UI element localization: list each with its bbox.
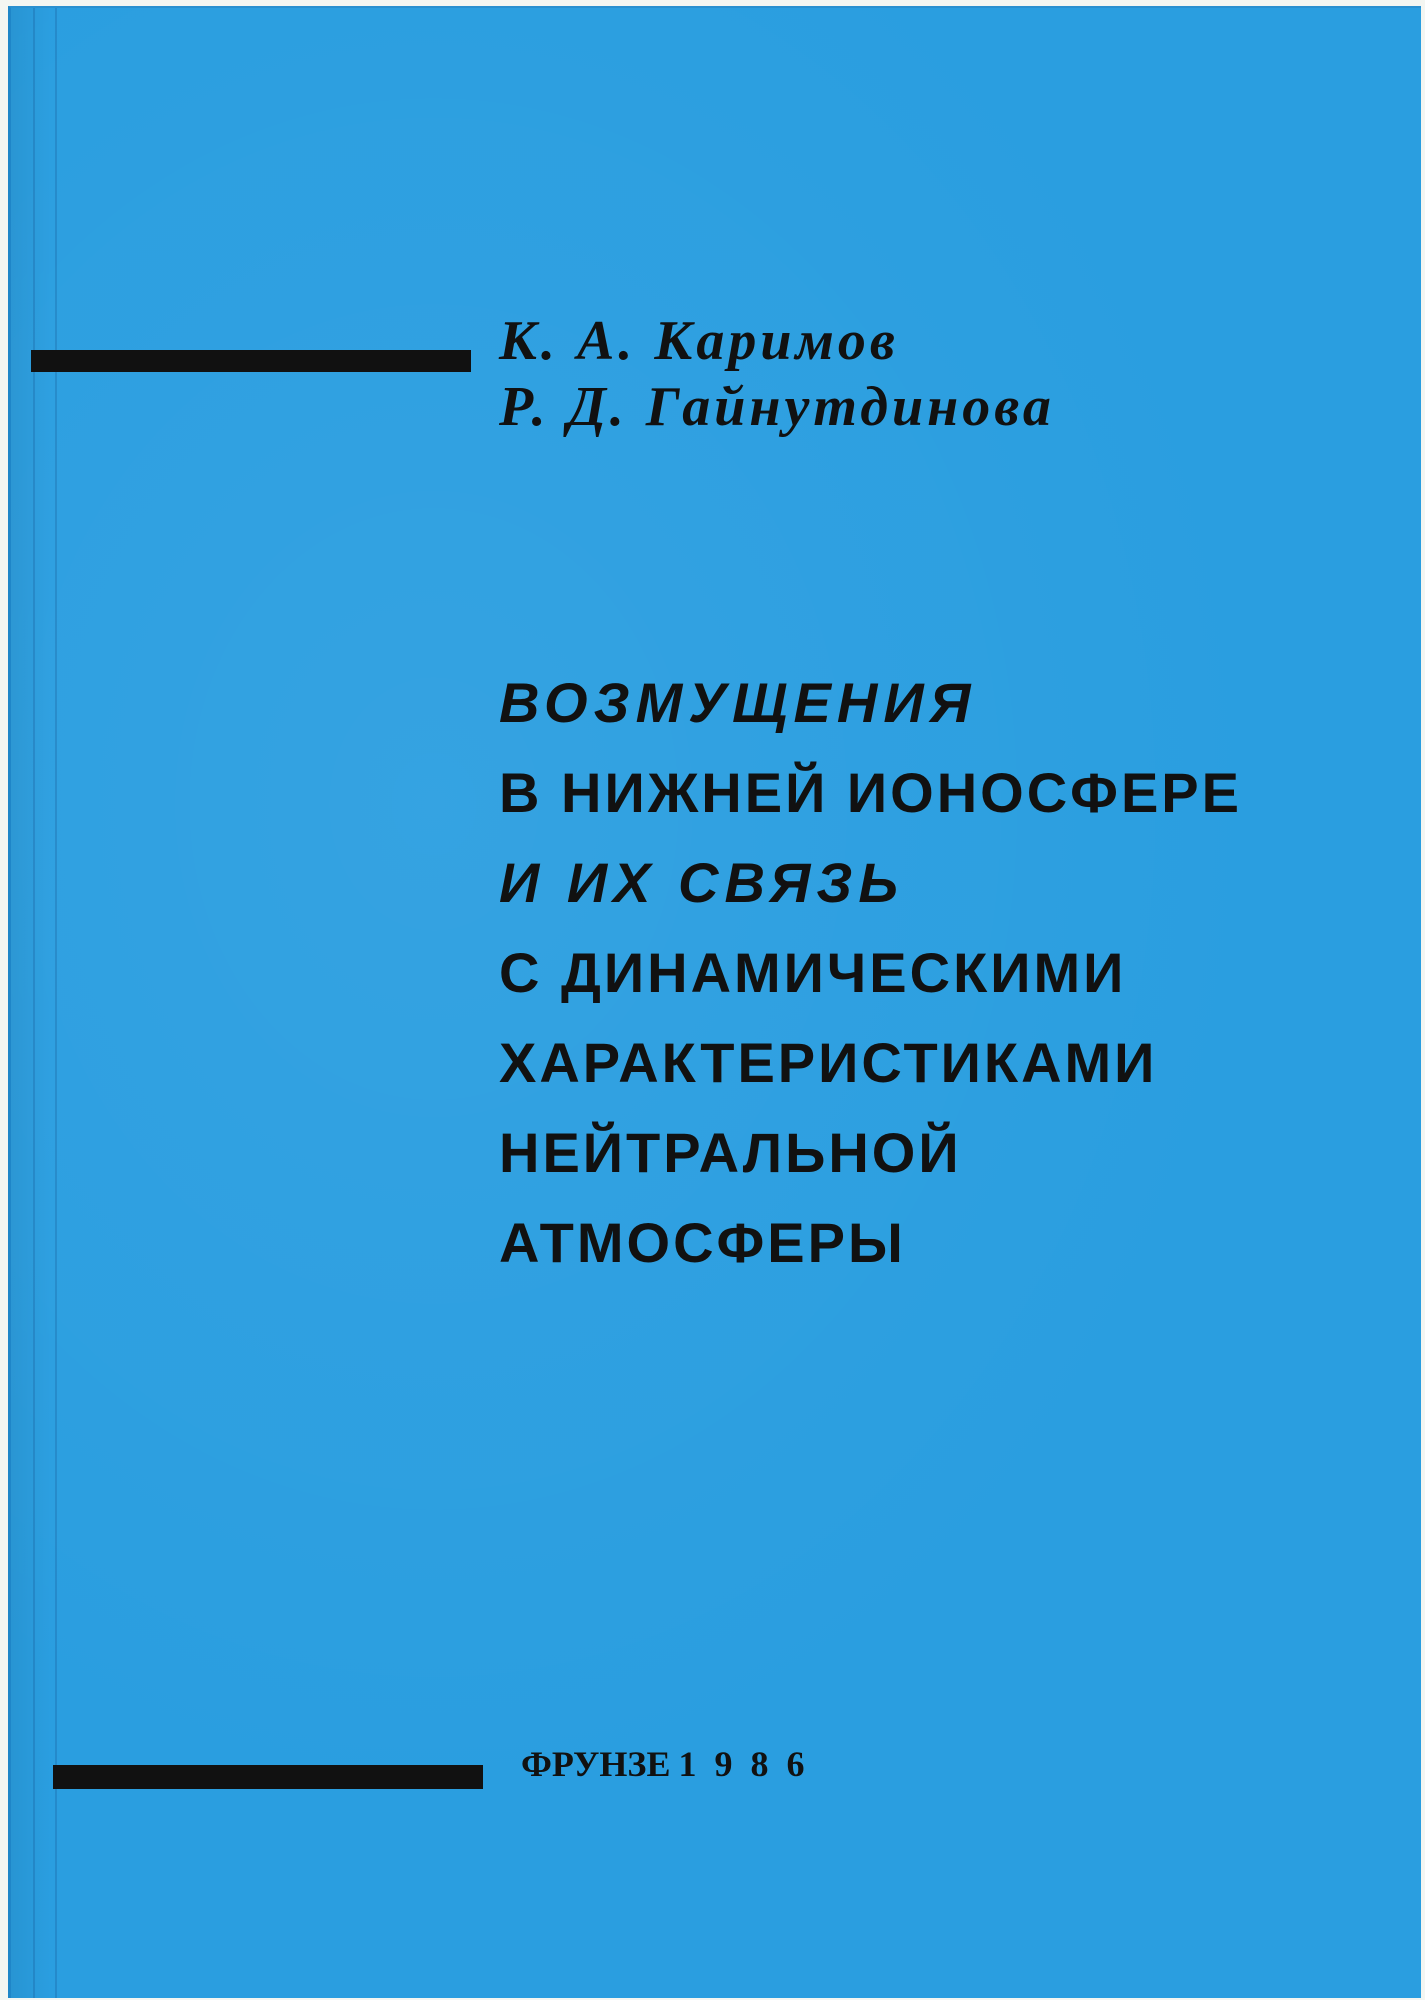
author-name: К. А. Каримов	[499, 310, 899, 372]
book-cover	[8, 6, 1421, 1998]
bottom-decorative-bar	[53, 1765, 483, 1789]
top-decorative-bar	[31, 350, 471, 372]
publication-city: ФРУНЗЕ	[521, 1744, 671, 1784]
title-line: С ДИНАМИЧЕСКИМИ	[499, 941, 1127, 1004]
authors-block	[499, 308, 1055, 440]
title-line: В НИЖНЕЙ ИОНОСФЕРЕ	[499, 761, 1243, 824]
author-name: Р. Д. Гайнутдинова	[499, 376, 1055, 438]
title-line: ХАРАКТЕРИСТИКАМИ	[499, 1031, 1158, 1094]
title-line: И ИХ СВЯЗЬ	[499, 851, 904, 914]
spine-crease	[33, 8, 35, 1998]
title-line: ВОЗМУЩЕНИЯ	[499, 671, 977, 734]
imprint	[521, 1743, 822, 1785]
title-line: АТМОСФЕРЫ	[499, 1211, 906, 1274]
spine-crease	[55, 8, 57, 1998]
publication-year: 1986	[678, 1744, 823, 1784]
title-line: НЕЙТРАЛЬНОЙ	[499, 1121, 962, 1184]
book-title	[499, 658, 1242, 1288]
